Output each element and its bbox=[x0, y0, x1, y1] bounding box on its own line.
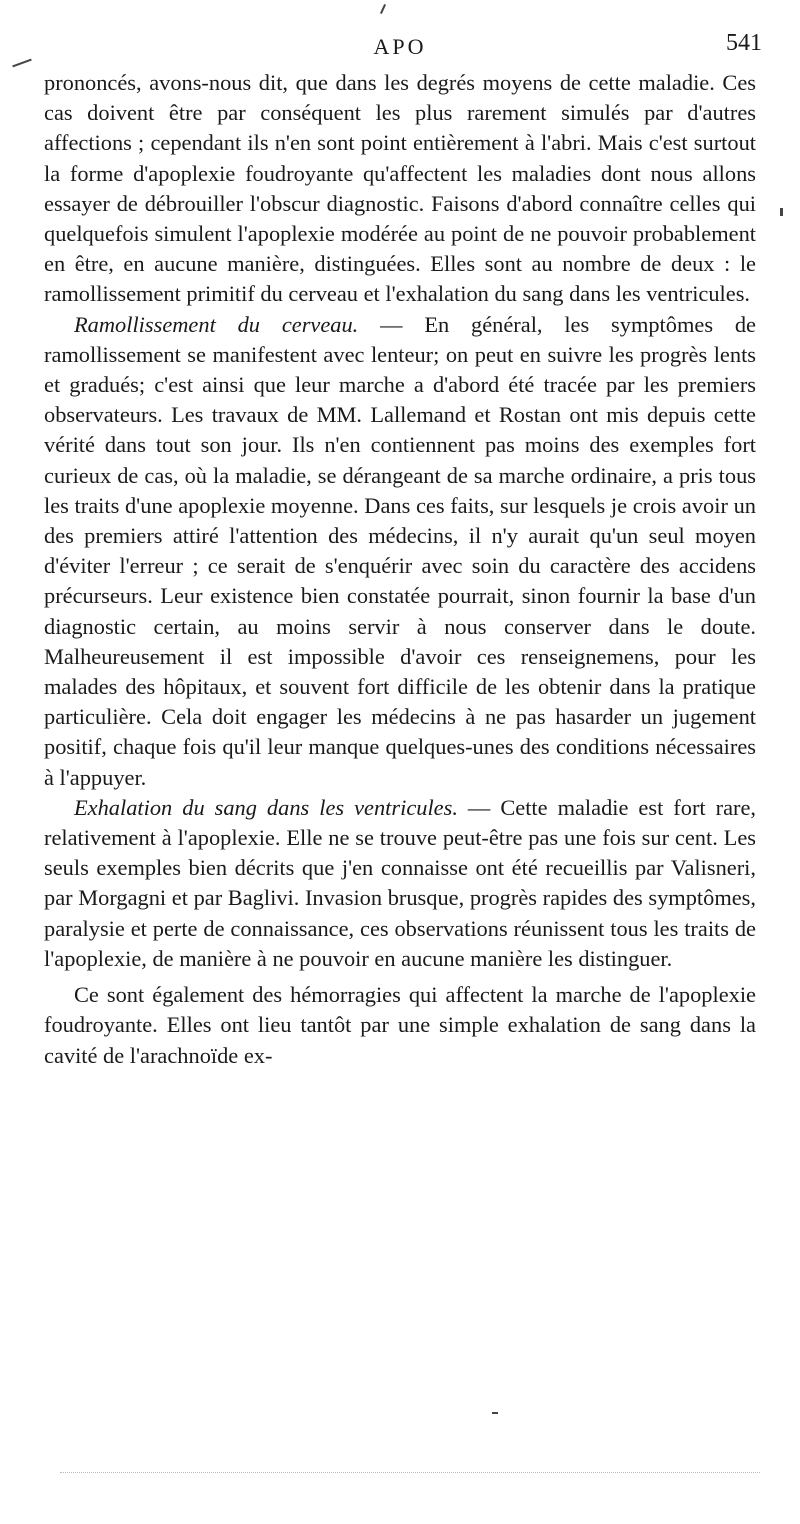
book-page bbox=[44, 30, 762, 1071]
page-number: 541 bbox=[726, 30, 762, 56]
paragraph-1-text: prononcés, avons-nous dit, que dans les degrés moyens de cette maladie. Ces cas doivent être par conséquent les plus rarement simulés par d'autres affections ; cependant ils n'en sont point entièrement à l'abri. Mais c'est surtout la forme d'apoplexie foudroyante qu'affectent les maladies dont nous allons essayer de débrouiller l'obscur diagnostic. Faisons d'abord connaître celles qui quelquefois simulent l'apoplexie modérée au point de ne pouvoir probablement en être, en aucune manière, distinguées. Elles sont au nombre de deux : le ramollissement primitif du cerveau et l'exhalation du sang dans les ventricules. bbox=[44, 70, 756, 307]
running-head: APO bbox=[373, 34, 427, 59]
paragraph-2 bbox=[44, 310, 756, 793]
paragraph-3-heading: Exhalation du sang dans les ventricules. bbox=[74, 794, 458, 820]
paragraph-1 bbox=[44, 68, 756, 310]
paragraph-2-heading: Ramollissement du cerveau. bbox=[74, 311, 359, 337]
paragraph-2-text: — En général, les symptômes de ramollissement se manifestent avec lenteur; on peut en suivre les progrès lents et gradués; c'est ainsi que leur marche a d'abord été tracée par les premiers observateurs. Les travaux de MM. Lallemand et Rostan ont mis depuis cette vérité dans tout son jour. Ils n'en contiennent pas moins des exemples fort curieux de cas, où la maladie, se dérangeant de sa marche ordinaire, a pris tous les traits d'une apoplexie moyenne. Dans ces faits, sur lesquels je crois avoir un des premiers attiré l'attention des médecins, il n'y aurait qu'un seul moyen d'éviter l'erreur ; ce serait de s'enquérir avec soin du caractère des accidens précurseurs. Leur existence bien constatée pourrait, sinon fournir la base d'un diagnostic certain, au moins servir à nous conserver dans le doute. Malheureusement il est impossible d'avoir ces renseignemens, pour les malades des hôpitaux, et souvent fort difficile de les obtenir dans la pratique particulière. Cela doit engager les médecins à ne pas hasarder un jugement positif, chaque fois qu'il leur manque quelques-unes des conditions nécessaires à l'appuyer. bbox=[44, 311, 756, 790]
margin-mark-left bbox=[12, 59, 31, 68]
bleed-through-line bbox=[60, 1472, 760, 1474]
body-text bbox=[44, 68, 756, 1071]
page-header bbox=[44, 30, 762, 68]
margin-mark-top bbox=[380, 4, 386, 14]
margin-mark-bottom bbox=[492, 1412, 498, 1414]
paragraph-4-text: Ce sont également des hémorragies qui affectent la marche de l'apoplexie foudroyante. Elles ont lieu tantôt par une simple exhalation de sang dans la cavité de l'arachnoïde ex- bbox=[44, 982, 756, 1068]
paragraph-3 bbox=[44, 793, 756, 974]
margin-mark-right bbox=[780, 208, 783, 216]
paragraph-4 bbox=[44, 980, 756, 1071]
paragraph-3-text: — Cette maladie est fort rare, relativement à l'apoplexie. Elle ne se trouve peut-être pas une fois sur cent. Les seuls exemples bien décrits que j'en connaisse ont été recueillis par Valisneri, par Morgagni et par Baglivi. Invasion brusque, progrès rapides des symptômes, paralysie et perte de connaissance, ces observations réunissent tous les traits de l'apoplexie, de manière à ne pouvoir en aucune manière les distinguer. bbox=[44, 794, 757, 971]
